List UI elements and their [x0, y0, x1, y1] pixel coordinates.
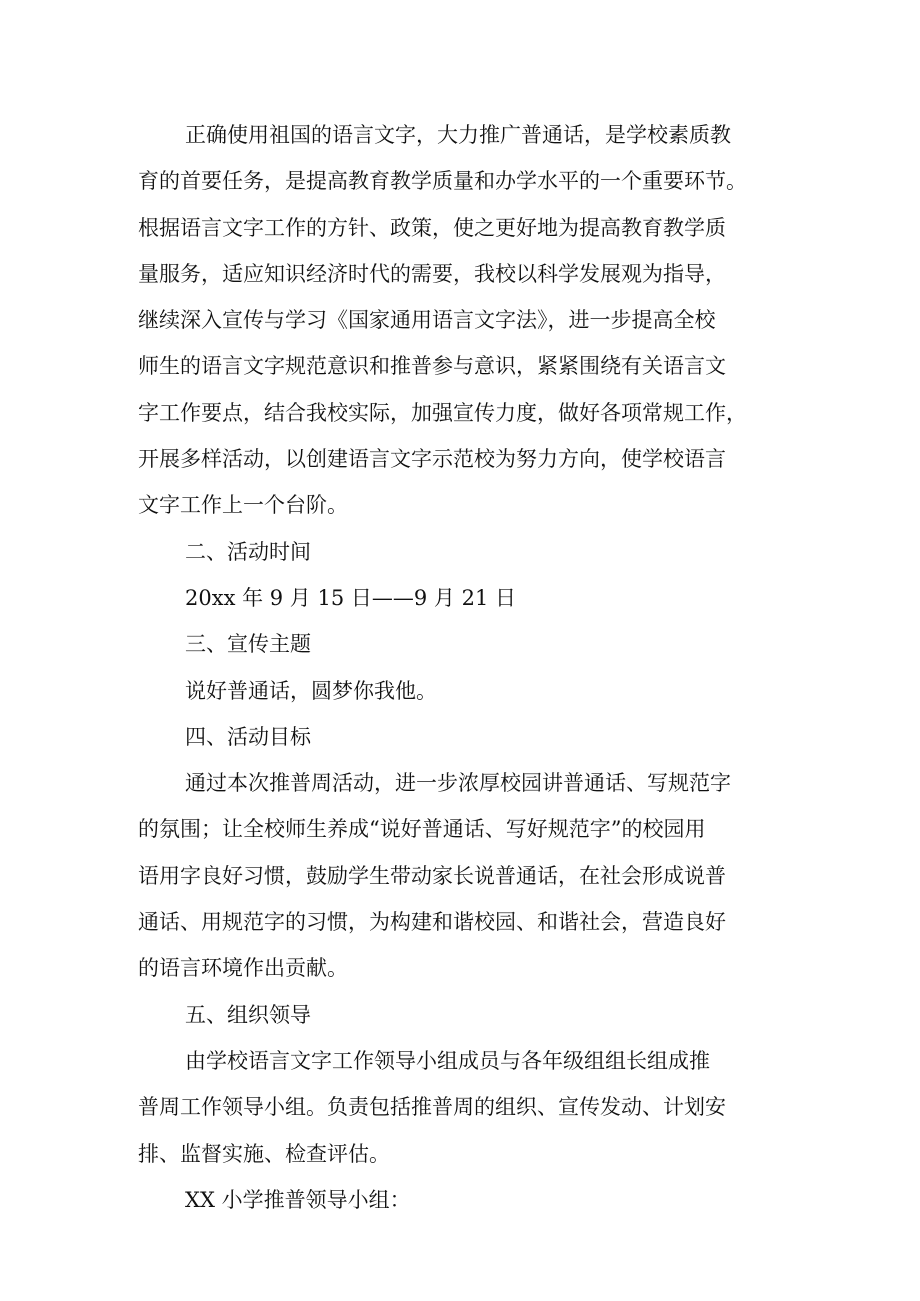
section-heading: 五、组织领导: [185, 1002, 311, 1027]
section-activity-time: [138, 529, 810, 622]
text-line: 量服务，适应知识经济时代的需要，我校以科学发展观为指导，: [138, 261, 726, 286]
text-line: 字工作要点，结合我校实际，加强宣传力度，做好各项常规工作，: [138, 400, 747, 425]
section-heading: 二、活动时间: [185, 539, 311, 564]
text-line: 正确使用祖国的语言文字，大力推广普通话，是学校素质教: [185, 123, 731, 147]
text-line: 根据语言文字工作的方针、政策，使之更好地为提高教育教学质: [138, 215, 726, 240]
section-leadership: [138, 992, 810, 1223]
text-line: 通话、用规范字的习惯，为构建和谐校园、和谐社会，营造良好: [138, 910, 726, 935]
text-line: 由学校语言文字工作领导小组成员与各年级组组长组成推: [185, 1048, 710, 1073]
text-line: 育的首要任务，是提高教育教学质量和办学水平的一个重要环节。: [138, 169, 747, 194]
text-line: 通过本次推普周活动，进一步浓厚校园讲普通话、写规范字: [185, 771, 731, 796]
text-line: 排、监督实施、检查评估。: [138, 1141, 390, 1166]
text-line: 文字工作上一个台阶。: [138, 493, 348, 518]
text-line: 普周工作领导小组。负责包括推普周的组织、宣传发动、计划安: [138, 1095, 726, 1120]
section-heading: 三、宣传主题: [185, 632, 311, 657]
text-line: 语用字良好习惯，鼓励学生带动家长说普通话，在社会形成说普: [138, 863, 726, 888]
text-line: 开展多样活动，以创建语言文字示范校为努力方向，使学校语言: [138, 447, 726, 472]
text-line: 的氛围；让全校师生养成“说好普通话、写好规范字”的校园用: [138, 817, 706, 842]
intro-paragraph: [138, 112, 810, 529]
document-body: [138, 112, 810, 1223]
text-line: 师生的语言文字规范意识和推普参与意识，紧紧围绕有关语言文: [138, 354, 726, 379]
text-line: 继续深入宣传与学习《国家通用语言文字法》，进一步提高全校: [138, 308, 716, 333]
section-goals: [138, 714, 810, 992]
theme-slogan: 说好普通话，圆梦你我他。: [185, 678, 437, 703]
text-line: 的语言环境作出贡献。: [138, 956, 348, 981]
leadership-group-label: XX 小学推普领导小组：: [185, 1187, 411, 1212]
section-theme: [138, 621, 810, 714]
section-heading: 四、活动目标: [185, 724, 311, 749]
activity-date-range: 20xx 年 9 月 15 日——9 月 21 日: [185, 585, 516, 610]
